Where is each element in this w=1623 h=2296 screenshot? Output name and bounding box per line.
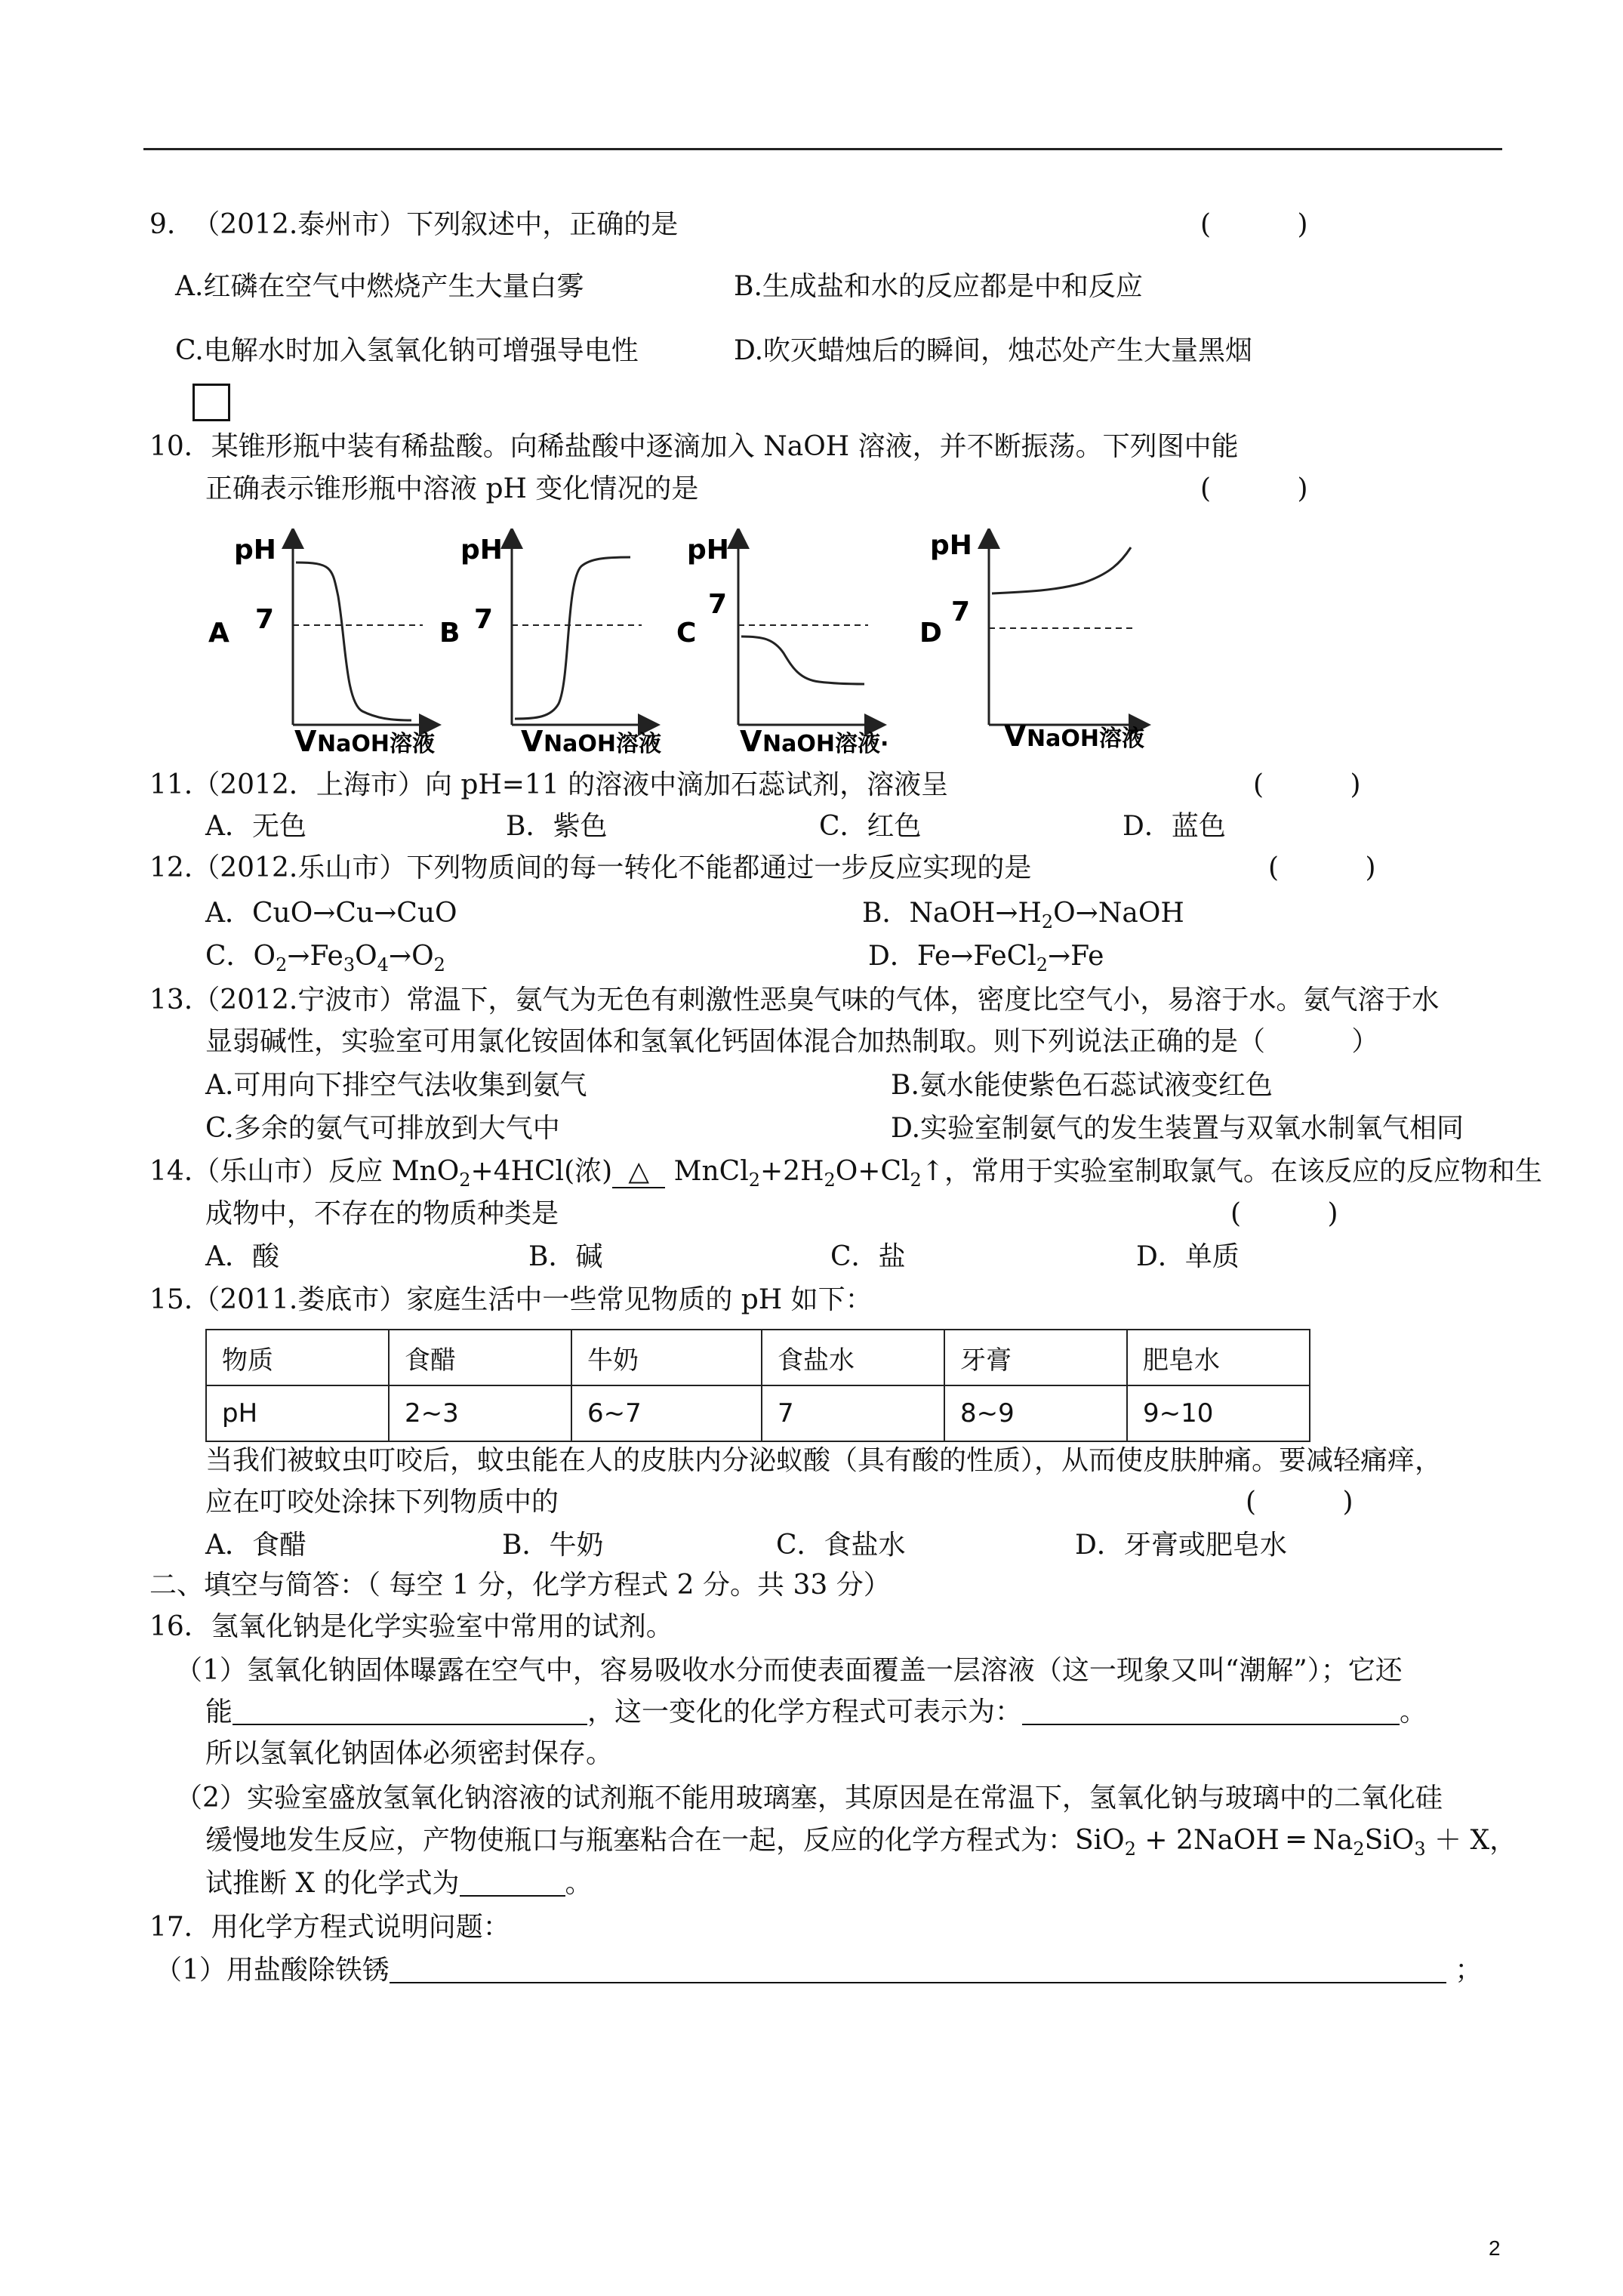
- q12-option-c: C．$O_2\to Fe_3O_4\to O_2$: [205, 941, 445, 975]
- graph-c-letter: C: [676, 618, 697, 649]
- graph-c-seven: 7: [708, 589, 728, 620]
- blank-field[interactable]: [1022, 1700, 1400, 1725]
- graph-d-seven: 7: [951, 596, 971, 627]
- q17-stem: 17．用化学方程式说明问题：: [149, 1912, 510, 1943]
- graph-a-xlabel: NaOH溶液: [317, 731, 435, 755]
- q13-stem-line2: 显弱碱性，实验室可用氯化铵固体和氢氧化钙固体混合加热制取。则下列说法正确的是（ ）: [205, 1026, 1379, 1057]
- graph-a-seven: 7: [255, 604, 275, 635]
- q13-option-d: D.实验室制氨气的发生装置与双氧水制氧气相同: [891, 1113, 1464, 1144]
- table-cell: 9~10: [1127, 1385, 1310, 1441]
- q14-stem-line1: 14.（乐山市）反应 MnO$_2$+4HCl(浓) △ $MnCl_2+2H_2O+Cl_2↑$，常用于实验室制取氯气。在该反应的反应物和生: [149, 1156, 1542, 1191]
- q11-option-c: C．红色: [819, 811, 922, 842]
- q16-part2: （2）实验室盛放氢氧化钠溶液的试剂瓶不能用玻璃塞，其原因是在常温下，氢氧化钠与玻璃中的二氧化硅: [175, 1783, 1443, 1814]
- graph-d: [919, 530, 1144, 753]
- q16-text: 缓慢地发生反应，产物使瓶口与瓶塞粘合在一起，反应的化学方程式为：SiO: [205, 1825, 1125, 1856]
- q9-option-b: B.生成盐和水的反应都是中和反应: [734, 271, 1143, 302]
- answer-checkbox: [192, 384, 230, 421]
- graph-b-ylabel: pH: [460, 535, 503, 566]
- graph-a: [208, 535, 435, 755]
- q15-text-line1: 当我们被蚊虫叮咬后，蚊虫能在人的皮肤内分泌蚁酸（具有酸的性质），从而使皮肤肿痛。要减轻痛痒，: [205, 1445, 1443, 1476]
- q12-answer-paren: ( ): [1268, 852, 1376, 883]
- q17-text: ；: [1455, 1955, 1483, 1986]
- q15-answer-paren: ( ): [1246, 1487, 1354, 1518]
- q14-option-d: D．单质: [1136, 1241, 1240, 1272]
- q9-option-c: C.电解水时加入氢氧化钠可增强导电性: [175, 335, 639, 366]
- graph-c-ylabel: pH: [687, 535, 729, 566]
- graph-a-letter: A: [208, 618, 229, 649]
- table-cell: 物质: [206, 1330, 389, 1385]
- q15-option-b: B．牛奶: [502, 1530, 604, 1561]
- q15-option-a: A．食醋: [205, 1530, 306, 1561]
- graph-b-xlabel-v: V: [521, 725, 544, 755]
- q11-option-a: A．无色: [205, 811, 306, 842]
- graph-d-letter: D: [919, 618, 942, 649]
- q16-stem: 16．氢氧化钠是化学实验室中常用的试剂。: [149, 1611, 673, 1642]
- q11-answer-paren: ( ): [1253, 769, 1361, 800]
- q16-part1-line2: [205, 1697, 1427, 1727]
- q13-option-a: A.可用向下排空气法收集到氨气: [205, 1070, 587, 1101]
- q14-stem-line2: 成物中，不存在的物质种类是: [205, 1198, 559, 1229]
- q17-part1: [155, 1955, 1482, 1986]
- q9-option-d: D.吹灭蜡烛后的瞬间，烛芯处产生大量黑烟: [734, 335, 1253, 366]
- graph-c-xlabel: NaOH溶液·: [762, 731, 889, 755]
- q17-text: （1）用盐酸除铁锈: [155, 1955, 390, 1986]
- table-cell: 牛奶: [571, 1330, 762, 1385]
- q16-text: ，这一变化的化学方程式可表示为：: [587, 1697, 1023, 1727]
- q13-stem-line1: 13.（2012.宁波市）常温下，氨气为无色有刺激性恶臭气味的气体，密度比空气小，易溶于水。氨气溶于水: [149, 985, 1440, 1015]
- q14-answer-paren: ( ): [1230, 1198, 1338, 1229]
- q16-text: 试推断 X 的化学式为: [205, 1868, 460, 1899]
- q16-part2-line2: 缓慢地发生反应，产物使瓶口与瓶塞粘合在一起，反应的化学方程式为：SiO$_2$ + 2NaOH ═ $Na_2SiO_3 + X$，: [205, 1825, 1517, 1860]
- q16-text: 。: [565, 1868, 593, 1899]
- q12-option-d: D．Fe→FeCl$_2$→Fe: [868, 941, 1104, 975]
- q12-option-b: B．$NaOH\to H_2O\to NaOH$: [862, 898, 1184, 932]
- q11-option-d: D．蓝色: [1123, 811, 1226, 842]
- q10-answer-paren: ( ): [1200, 473, 1308, 504]
- q16-part2-line3: [205, 1869, 593, 1899]
- table-cell: 7: [762, 1385, 944, 1441]
- q10-stem-line2: 正确表示锥形瓶中溶液 pH 变化情况的是: [205, 473, 699, 504]
- q16-part1: （1）氢氧化钠固体曝露在空气中，容易吸收水分而使表面覆盖一层溶液（这一现象又叫“潮解”）；它还: [175, 1655, 1403, 1686]
- q9-option-a: A.红磷在空气中燃烧产生大量白雾: [175, 271, 584, 302]
- q15-option-c: C．食盐水: [776, 1530, 906, 1561]
- q15-stem: 15.（2011.娄底市）家庭生活中一些常见物质的 pH 如下：: [149, 1284, 873, 1315]
- q9-stem: 9. （2012.泰州市）下列叙述中，正确的是: [149, 209, 679, 240]
- q10-stem-line1: 10．某锥形瓶中装有稀盐酸。向稀盐酸中逐滴加入 NaOH 溶液，并不断振荡。下列图中能: [149, 431, 1239, 462]
- section-heading: 二、填空与简答：（ 每空 1 分，化学方程式 2 分。共 33 分）: [149, 1570, 891, 1601]
- table-cell: pH: [206, 1385, 389, 1441]
- q11-stem: 11.（2012．上海市）向 pH=11 的溶液中滴加石蕊试剂，溶液呈: [149, 769, 949, 800]
- q15-text-line2: 应在叮咬处涂抹下列物质中的: [205, 1487, 559, 1518]
- graph-b-seven: 7: [474, 604, 494, 635]
- table-cell: 2~3: [389, 1385, 571, 1441]
- q12-option-a: A．CuO→Cu→CuO: [205, 898, 457, 929]
- blank-field[interactable]: [390, 1958, 1446, 1983]
- q14-option-b: B．碱: [528, 1241, 603, 1272]
- graph-a-xlabel-v: V: [294, 725, 317, 755]
- ph-table: [205, 1329, 1310, 1442]
- q16-text: 能: [205, 1697, 233, 1727]
- q14-option-a: A．酸: [205, 1241, 279, 1272]
- graph-c-xlabel-v: V: [740, 725, 762, 755]
- q12-stem: 12.（2012.乐山市）下列物质间的每一转化不能都通过一步反应实现的是: [149, 852, 1032, 883]
- graph-d-ylabel: pH: [930, 530, 972, 561]
- blank-field[interactable]: [460, 1871, 565, 1897]
- q14-option-c: C．盐: [830, 1241, 906, 1272]
- table-cell: 6~7: [571, 1385, 762, 1441]
- q13-option-b: B.氨水能使紫色石蕊试液变红色: [891, 1070, 1273, 1101]
- table-row: [206, 1330, 1310, 1385]
- blank-field[interactable]: [233, 1700, 587, 1725]
- graph-a-ylabel: pH: [234, 535, 276, 566]
- q16-text: 。: [1400, 1697, 1427, 1727]
- table-cell: 牙膏: [944, 1330, 1127, 1385]
- header-rule: [143, 148, 1502, 150]
- table-cell: 肥皂水: [1127, 1330, 1310, 1385]
- graph-c: [676, 535, 888, 755]
- table-cell: 8~9: [944, 1385, 1127, 1441]
- q11-option-b: B．紫色: [506, 811, 608, 842]
- table-row: [206, 1385, 1310, 1441]
- page-number: 2: [1489, 2236, 1501, 2260]
- q9-answer-paren: ( ): [1200, 209, 1308, 240]
- q15-option-d: D．牙膏或肥皂水: [1075, 1530, 1287, 1561]
- graph-b-xlabel: NaOH溶液: [544, 731, 661, 755]
- graph-d-xlabel-v: V: [1004, 720, 1027, 753]
- table-cell: 食盐水: [762, 1330, 944, 1385]
- table-cell: 食醋: [389, 1330, 571, 1385]
- graph-b: [439, 535, 661, 755]
- graph-d-xlabel: NaOH溶液: [1027, 726, 1144, 752]
- q16-part1-line3: 所以氢氧化钠固体必须密封保存。: [205, 1738, 614, 1769]
- q13-option-c: C.多余的氨气可排放到大气中: [205, 1113, 560, 1144]
- ph-graphs: [204, 529, 1200, 755]
- graph-b-letter: B: [439, 618, 460, 649]
